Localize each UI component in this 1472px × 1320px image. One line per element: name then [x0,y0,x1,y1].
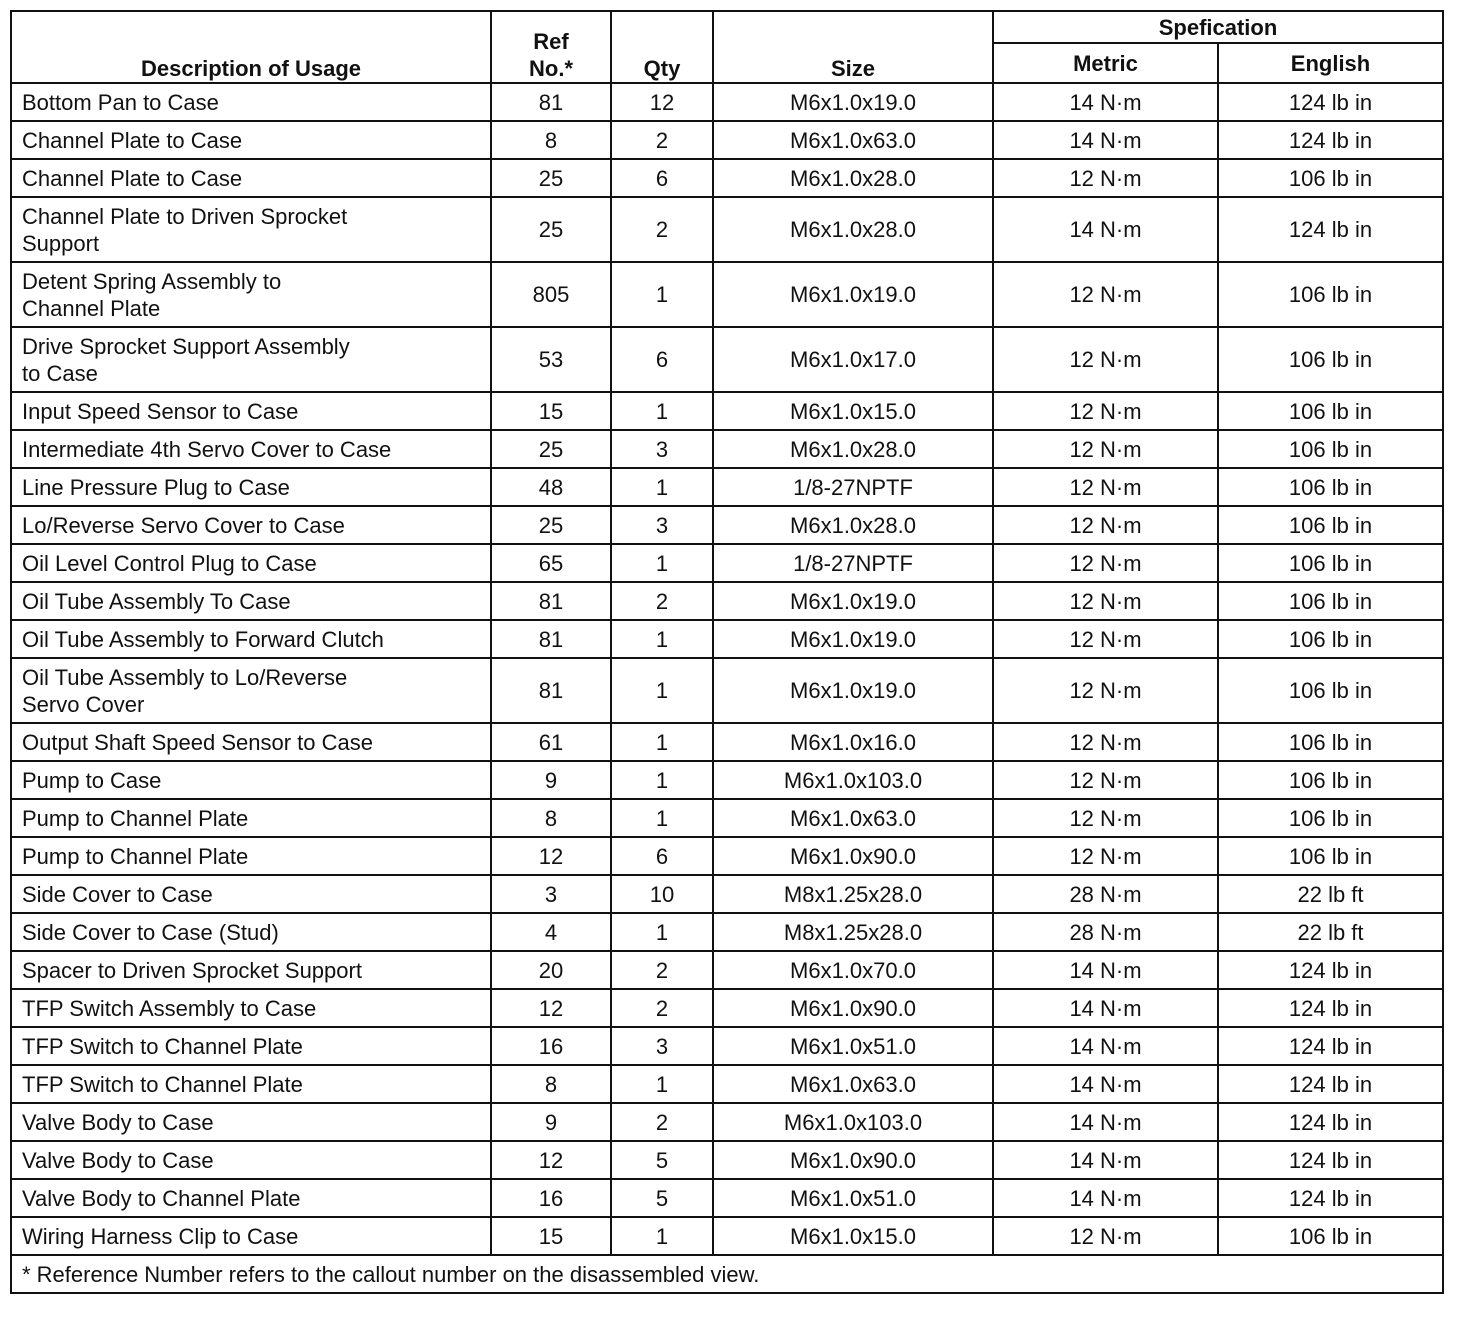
cell-english: 124 lb in [1218,951,1443,989]
cell-description: TFP Switch to Channel Plate [11,1027,491,1065]
cell-qty: 2 [611,197,713,262]
cell-metric: 12 N·m [993,582,1218,620]
cell-ref-no: 9 [491,1103,611,1141]
cell-qty: 1 [611,468,713,506]
cell-english: 124 lb in [1218,989,1443,1027]
cell-english: 106 lb in [1218,392,1443,430]
cell-english: 106 lb in [1218,761,1443,799]
cell-size: M6x1.0x15.0 [713,392,993,430]
cell-description: Spacer to Driven Sprocket Support [11,951,491,989]
cell-description: Intermediate 4th Servo Cover to Case [11,430,491,468]
cell-qty: 1 [611,620,713,658]
cell-qty: 5 [611,1179,713,1217]
table-row [11,989,1443,1027]
cell-ref-no: 81 [491,658,611,723]
cell-size: M8x1.25x28.0 [713,875,993,913]
table-row [11,723,1443,761]
cell-english: 106 lb in [1218,262,1443,327]
table-row [11,262,1443,327]
cell-size: M6x1.0x51.0 [713,1179,993,1217]
cell-english: 124 lb in [1218,121,1443,159]
cell-qty: 1 [611,262,713,327]
cell-ref-no: 81 [491,620,611,658]
cell-ref-no: 20 [491,951,611,989]
cell-size: M6x1.0x63.0 [713,121,993,159]
cell-ref-no: 12 [491,1141,611,1179]
cell-english: 106 lb in [1218,658,1443,723]
cell-english: 124 lb in [1218,1103,1443,1141]
cell-english: 106 lb in [1218,799,1443,837]
cell-size: M6x1.0x28.0 [713,159,993,197]
cell-size: M6x1.0x19.0 [713,582,993,620]
cell-size: M6x1.0x19.0 [713,262,993,327]
cell-english: 106 lb in [1218,1217,1443,1255]
cell-english: 106 lb in [1218,544,1443,582]
cell-description: Valve Body to Case [11,1103,491,1141]
cell-ref-no: 25 [491,197,611,262]
cell-english: 106 lb in [1218,506,1443,544]
cell-size: M6x1.0x90.0 [713,837,993,875]
cell-qty: 6 [611,327,713,392]
cell-description: Side Cover to Case (Stud) [11,913,491,951]
header-metric: Metric [993,43,1218,83]
cell-metric: 14 N·m [993,1179,1218,1217]
table-row [11,1141,1443,1179]
cell-ref-no: 3 [491,875,611,913]
cell-size: M6x1.0x16.0 [713,723,993,761]
cell-metric: 14 N·m [993,1065,1218,1103]
table-row [11,620,1443,658]
cell-ref-no: 25 [491,506,611,544]
cell-size: M6x1.0x17.0 [713,327,993,392]
cell-metric: 14 N·m [993,121,1218,159]
cell-qty: 1 [611,761,713,799]
cell-description: Oil Tube Assembly To Case [11,582,491,620]
table-row [11,1179,1443,1217]
cell-size: M6x1.0x19.0 [713,620,993,658]
header-ref [491,11,611,83]
cell-size: M6x1.0x51.0 [713,1027,993,1065]
cell-ref-no: 15 [491,392,611,430]
cell-qty: 1 [611,392,713,430]
cell-description: Channel Plate to Case [11,121,491,159]
cell-ref-no: 805 [491,262,611,327]
cell-metric: 12 N·m [993,761,1218,799]
cell-ref-no: 48 [491,468,611,506]
torque-spec-table [10,10,1444,1294]
table-row [11,506,1443,544]
cell-description: TFP Switch Assembly to Case [11,989,491,1027]
cell-metric: 12 N·m [993,799,1218,837]
cell-english: 106 lb in [1218,468,1443,506]
cell-qty: 1 [611,913,713,951]
cell-size: 1/8-27NPTF [713,544,993,582]
cell-description: Detent Spring Assembly to Channel Plate [11,262,491,327]
cell-ref-no: 65 [491,544,611,582]
cell-ref-no: 25 [491,159,611,197]
cell-qty: 1 [611,1065,713,1103]
cell-description: Channel Plate to Driven Sprocket Support [11,197,491,262]
table-row [11,837,1443,875]
cell-english: 124 lb in [1218,83,1443,121]
cell-size: M6x1.0x90.0 [713,1141,993,1179]
cell-english: 124 lb in [1218,1065,1443,1103]
cell-description: Oil Tube Assembly to Forward Clutch [11,620,491,658]
cell-metric: 14 N·m [993,1141,1218,1179]
cell-ref-no: 16 [491,1027,611,1065]
table-row [11,1065,1443,1103]
cell-description: Side Cover to Case [11,875,491,913]
cell-qty: 1 [611,723,713,761]
table-row [11,327,1443,392]
cell-english: 106 lb in [1218,837,1443,875]
cell-qty: 10 [611,875,713,913]
cell-metric: 12 N·m [993,430,1218,468]
cell-metric: 14 N·m [993,197,1218,262]
spec-table-container [10,10,1444,1294]
cell-metric: 12 N·m [993,262,1218,327]
cell-size: M6x1.0x19.0 [713,83,993,121]
cell-size: M6x1.0x103.0 [713,1103,993,1141]
cell-english: 22 lb ft [1218,913,1443,951]
cell-metric: 14 N·m [993,1027,1218,1065]
table-row [11,1027,1443,1065]
cell-ref-no: 8 [491,1065,611,1103]
cell-description: Pump to Channel Plate [11,837,491,875]
cell-english: 106 lb in [1218,327,1443,392]
header-description: Description of Usage [11,11,491,83]
cell-qty: 2 [611,1103,713,1141]
header-qty: Qty [611,11,713,83]
cell-qty: 1 [611,544,713,582]
cell-description: Oil Level Control Plug to Case [11,544,491,582]
table-row [11,1103,1443,1141]
table-row [11,913,1443,951]
cell-ref-no: 81 [491,83,611,121]
cell-ref-no: 53 [491,327,611,392]
cell-metric: 12 N·m [993,392,1218,430]
cell-size: M6x1.0x63.0 [713,1065,993,1103]
cell-description: Lo/Reverse Servo Cover to Case [11,506,491,544]
table-row [11,430,1443,468]
cell-english: 106 lb in [1218,159,1443,197]
cell-qty: 3 [611,1027,713,1065]
cell-size: M6x1.0x90.0 [713,989,993,1027]
cell-metric: 12 N·m [993,837,1218,875]
cell-metric: 12 N·m [993,723,1218,761]
footnote: * Reference Number refers to the callout number on the disassembled view. [11,1255,1443,1293]
cell-qty: 6 [611,159,713,197]
cell-description: Output Shaft Speed Sensor to Case [11,723,491,761]
cell-ref-no: 81 [491,582,611,620]
cell-ref-no: 8 [491,121,611,159]
header-size: Size [713,11,993,83]
cell-size: M6x1.0x15.0 [713,1217,993,1255]
cell-metric: 12 N·m [993,1217,1218,1255]
cell-english: 106 lb in [1218,430,1443,468]
table-row [11,582,1443,620]
cell-size: M6x1.0x70.0 [713,951,993,989]
cell-qty: 3 [611,506,713,544]
cell-description: TFP Switch to Channel Plate [11,1065,491,1103]
cell-metric: 12 N·m [993,327,1218,392]
cell-description: Bottom Pan to Case [11,83,491,121]
cell-metric: 14 N·m [993,951,1218,989]
cell-description: Channel Plate to Case [11,159,491,197]
cell-size: M8x1.25x28.0 [713,913,993,951]
cell-metric: 28 N·m [993,913,1218,951]
cell-qty: 2 [611,121,713,159]
table-row [11,761,1443,799]
cell-description: Drive Sprocket Support Assembly to Case [11,327,491,392]
table-row [11,83,1443,121]
table-row [11,392,1443,430]
table-row [11,799,1443,837]
table-row [11,197,1443,262]
cell-metric: 12 N·m [993,658,1218,723]
cell-size: M6x1.0x28.0 [713,506,993,544]
cell-metric: 12 N·m [993,468,1218,506]
cell-english: 124 lb in [1218,1027,1443,1065]
cell-description: Pump to Case [11,761,491,799]
cell-size: 1/8-27NPTF [713,468,993,506]
cell-ref-no: 8 [491,799,611,837]
cell-description: Input Speed Sensor to Case [11,392,491,430]
cell-ref-no: 25 [491,430,611,468]
table-body [11,83,1443,1255]
cell-english: 106 lb in [1218,723,1443,761]
cell-qty: 1 [611,658,713,723]
cell-ref-no: 61 [491,723,611,761]
cell-qty: 1 [611,799,713,837]
cell-ref-no: 4 [491,913,611,951]
cell-metric: 28 N·m [993,875,1218,913]
cell-metric: 12 N·m [993,506,1218,544]
cell-ref-no: 9 [491,761,611,799]
header-ref-line1: Ref [533,29,569,54]
cell-qty: 6 [611,837,713,875]
table-row [11,121,1443,159]
table-row [11,544,1443,582]
header-specification: Spefication [993,11,1443,43]
cell-metric: 14 N·m [993,989,1218,1027]
cell-size: M6x1.0x28.0 [713,197,993,262]
cell-english: 106 lb in [1218,582,1443,620]
header-english: English [1218,43,1443,83]
cell-size: M6x1.0x19.0 [713,658,993,723]
cell-description: Valve Body to Channel Plate [11,1179,491,1217]
cell-description: Line Pressure Plug to Case [11,468,491,506]
cell-ref-no: 15 [491,1217,611,1255]
cell-qty: 2 [611,582,713,620]
table-row [11,951,1443,989]
cell-english: 124 lb in [1218,1179,1443,1217]
cell-description: Oil Tube Assembly to Lo/Reverse Servo Cover [11,658,491,723]
cell-metric: 12 N·m [993,159,1218,197]
cell-qty: 3 [611,430,713,468]
header-ref-line2: No.* [529,56,573,81]
cell-description: Pump to Channel Plate [11,799,491,837]
cell-size: M6x1.0x103.0 [713,761,993,799]
table-row [11,1217,1443,1255]
cell-metric: 14 N·m [993,1103,1218,1141]
cell-qty: 1 [611,1217,713,1255]
cell-english: 22 lb ft [1218,875,1443,913]
cell-size: M6x1.0x28.0 [713,430,993,468]
cell-metric: 12 N·m [993,544,1218,582]
cell-ref-no: 12 [491,837,611,875]
cell-qty: 5 [611,1141,713,1179]
cell-ref-no: 16 [491,1179,611,1217]
cell-english: 106 lb in [1218,620,1443,658]
table-row [11,875,1443,913]
table-row [11,159,1443,197]
cell-metric: 12 N·m [993,620,1218,658]
table-row [11,658,1443,723]
cell-size: M6x1.0x63.0 [713,799,993,837]
table-row [11,468,1443,506]
cell-english: 124 lb in [1218,1141,1443,1179]
cell-ref-no: 12 [491,989,611,1027]
cell-metric: 14 N·m [993,83,1218,121]
cell-description: Valve Body to Case [11,1141,491,1179]
cell-description: Wiring Harness Clip to Case [11,1217,491,1255]
cell-qty: 12 [611,83,713,121]
cell-english: 124 lb in [1218,197,1443,262]
cell-qty: 2 [611,951,713,989]
cell-qty: 2 [611,989,713,1027]
